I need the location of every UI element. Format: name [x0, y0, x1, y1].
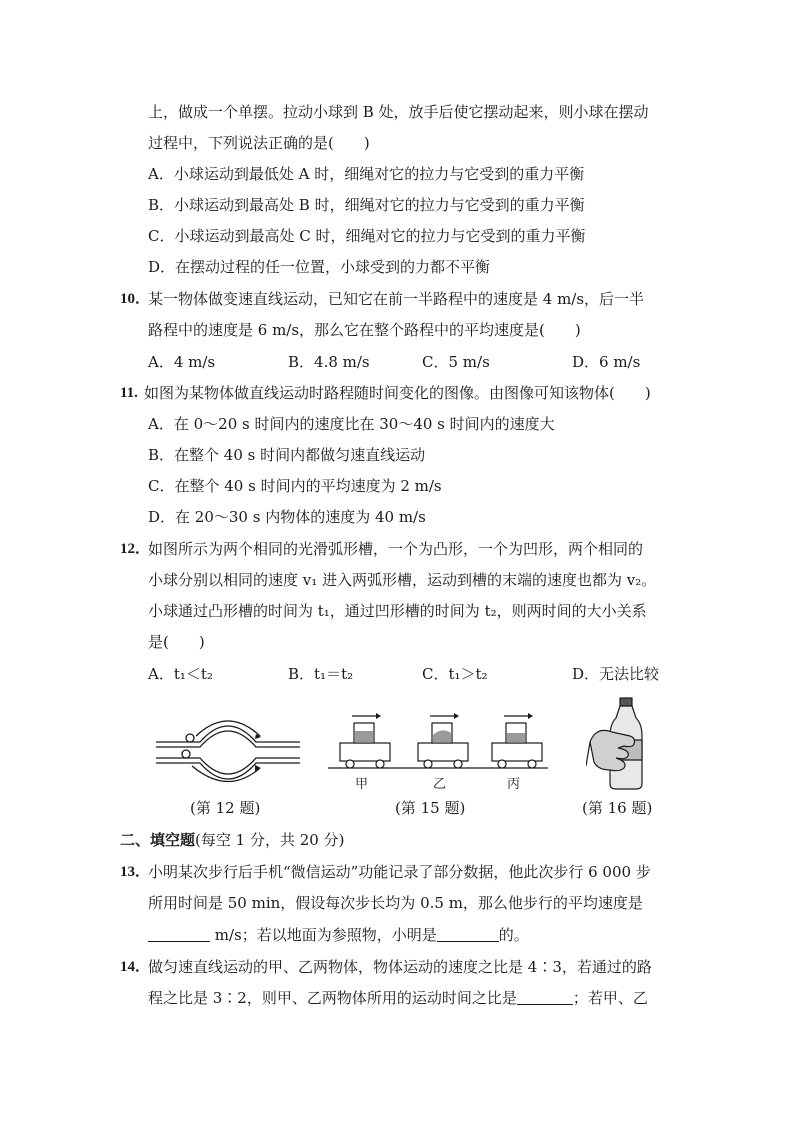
cart-label-jia: 甲 — [355, 777, 369, 792]
q13-line3-text-b: 的。 — [498, 926, 529, 944]
q12-line1: 如图所示为两个相同的光滑弧形槽，一个为凸形，一个为凹形，两个相同的 — [148, 540, 644, 558]
q12-line3: 小球通过凸形槽的时间为 t₁，通过凹形槽的时间为 t₂，则两时间的大小关系 — [148, 602, 647, 620]
section-2-note: (每空 1 分，共 20 分) — [195, 831, 345, 849]
q14-number: 14． — [120, 959, 151, 975]
q14-line2 — [148, 988, 648, 1008]
q14-line2-text-b: ；若甲、乙 — [572, 989, 648, 1007]
q11-option-b: B．在整个 40 s 时间内都做匀速直线运动 — [148, 446, 426, 464]
q9-line1: 上，做成一个单摆。拉动小球到 B 处，放手后使它摆动起来，则小球在摆动 — [148, 103, 649, 121]
q12-option-c: C．t₁＞t₂ — [422, 665, 488, 683]
q10-option-a: A．4 m/s — [148, 353, 216, 371]
section-2-title: 二、填空题 — [120, 831, 196, 849]
q12-option-d: D．无法比较 — [572, 665, 660, 683]
q13-line1: 小明某次步行后手机“微信运动”功能记录了部分数据，他此次步行 6 000 步 — [148, 863, 651, 881]
q9-option-c: C．小球运动到最高处 C 时，细绳对它的拉力与它受到的重力平衡 — [148, 227, 586, 245]
q13-line2: 所用时间是 50 min，假设每次步长均为 0.5 m，那么他步行的平均速度是 — [148, 894, 643, 912]
figure-12-arc-grooves — [152, 716, 304, 782]
q10-options — [148, 352, 688, 372]
q10-option-d: D．6 m/s — [572, 353, 641, 371]
q12-options — [148, 664, 688, 684]
q11-number: 11. — [120, 385, 138, 401]
caption-figure-16: (第 16 题) — [582, 799, 653, 817]
q9-line2: 过程中，下列说法正确的是( ) — [148, 134, 370, 152]
q10-line1: 某一物体做变速直线运动，已知它在前一半路程中的速度是 4 m/s，后一半 — [148, 290, 645, 308]
q12-option-b: B．t₁＝t₂ — [288, 665, 354, 683]
q11-line1: 如图为某物体做直线运动时路程随时间变化的图像。由图像可知该物体( ) — [144, 384, 651, 402]
q13-line3 — [148, 925, 529, 945]
q12-number: 12． — [120, 541, 151, 557]
q13-line3-text-a: m/s；若以地面为参照物，小明是 — [210, 926, 437, 944]
q10-line2: 路程中的速度是 6 m/s，那么它在整个路程中的平均速度是( ) — [148, 321, 581, 339]
q10-number: 10． — [120, 291, 151, 307]
q9-option-b: B．小球运动到最高处 B 时，细绳对它的拉力与它受到的重力平衡 — [148, 196, 585, 214]
caption-figure-12: (第 12 题) — [190, 799, 261, 817]
q12-option-a: A．t₁＜t₂ — [148, 665, 213, 683]
q14-line1: 做匀速直线运动的甲、乙两物体，物体运动的速度之比是 4∶3，若通过的路 — [148, 958, 652, 976]
q14-line2-text-a: 程之比是 3∶2，则甲、乙两物体所用的运动时间之比是 — [148, 989, 517, 1007]
q9-option-d: D．在摆动过程的任一位置，小球受到的力都不平衡 — [148, 258, 491, 276]
cart-label-yi: 乙 — [433, 777, 447, 792]
section-2-heading — [120, 830, 344, 850]
q13-blank-1[interactable] — [148, 927, 210, 942]
q11-option-a: A．在 0～20 s 时间内的速度比在 30～40 s 时间内的速度大 — [148, 415, 555, 433]
q10-option-c: C．5 m/s — [422, 353, 490, 371]
q10-option-b: B．4.8 m/s — [288, 353, 370, 371]
q11-option-c: C．在整个 40 s 时间内的平均速度为 2 m/s — [148, 477, 442, 495]
cart-label-bing: 丙 — [507, 777, 521, 792]
q12-line2: 小球分别以相同的速度 v₁ 进入两弧形槽，运动到槽的末端的速度也都为 v₂。 — [148, 571, 657, 589]
caption-figure-15: (第 15 题) — [395, 799, 466, 817]
q14-blank-1[interactable] — [517, 990, 573, 1005]
q13-blank-2[interactable] — [437, 927, 499, 942]
q13-number: 13． — [120, 864, 151, 880]
figure-16-bottle-hand — [586, 696, 658, 792]
q12-line4: 是( ) — [148, 633, 205, 651]
q9-option-a: A．小球运动到最低处 A 时，细绳对它的拉力与它受到的重力平衡 — [148, 165, 585, 183]
q11-option-d: D．在 20～30 s 内物体的速度为 40 m/s — [148, 508, 426, 526]
